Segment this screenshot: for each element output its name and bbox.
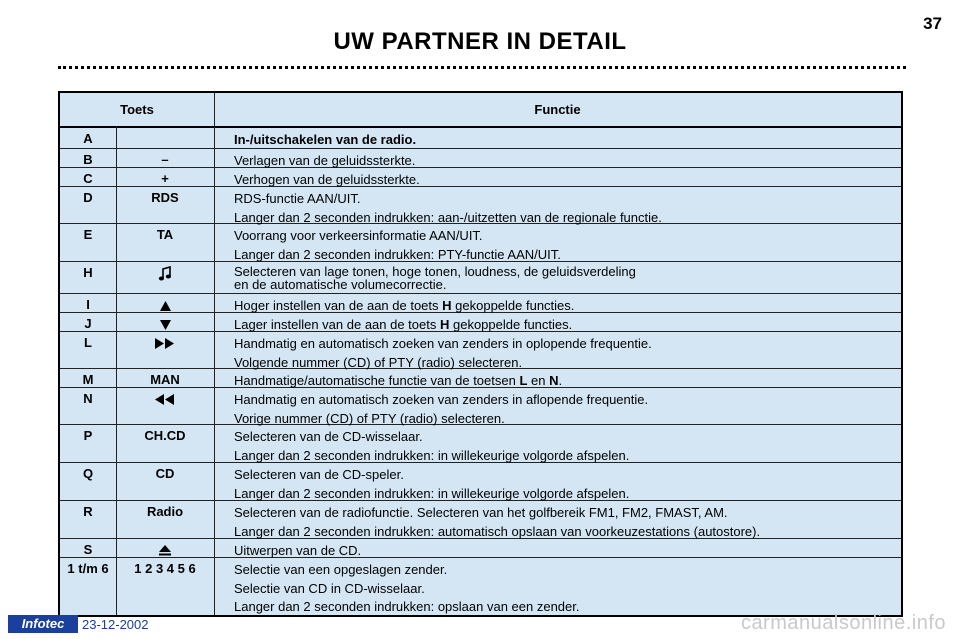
row-function xyxy=(234,190,895,227)
row-function xyxy=(234,391,895,428)
row-letter: Q xyxy=(82,466,94,481)
function-line: In-/uitschakelen van de radio. xyxy=(234,132,417,147)
function-line: en de automatische volumecorrectie. xyxy=(234,277,447,292)
row-key: + xyxy=(161,171,169,186)
footer-date: 23-12-2002 xyxy=(82,617,149,632)
table-row xyxy=(60,369,901,388)
row-letter: M xyxy=(82,372,94,387)
row-key xyxy=(116,335,214,350)
table-row xyxy=(60,187,901,224)
table-row xyxy=(60,168,901,187)
row-key: TA xyxy=(156,227,174,242)
function-line: Langer dan 2 seconden indrukken: in willekeurige volgorde afspelen. xyxy=(234,485,630,501)
rewind-icon xyxy=(155,394,175,405)
row-function xyxy=(234,227,895,264)
function-line: Volgende nummer (CD) of PTY (radio) selecteren. xyxy=(234,354,523,370)
row-function xyxy=(234,428,895,465)
function-line: Selecteren van lage tonen, hoge tonen, loudness, de geluidsverdeling xyxy=(234,264,636,279)
row-function xyxy=(234,561,895,617)
table-row xyxy=(60,313,901,332)
function-line: Uitwerpen van de CD. xyxy=(234,543,362,558)
table-row xyxy=(60,294,901,313)
row-letter: J xyxy=(84,316,92,331)
table-row xyxy=(60,463,901,501)
page-title: UW PARTNER IN DETAIL xyxy=(333,28,627,55)
row-key xyxy=(116,542,214,557)
function-line: Langer dan 2 seconden indrukken: automatisch opslaan van voorkeuzestations (autostore). xyxy=(234,523,761,539)
row-letter: P xyxy=(83,428,93,443)
row-key xyxy=(116,265,214,282)
function-line: RDS-functie AAN/UIT. xyxy=(234,191,361,206)
table-row xyxy=(60,128,901,149)
header-functie: Functie xyxy=(534,102,581,117)
row-letter: S xyxy=(83,542,93,557)
table-row xyxy=(60,262,901,294)
header-toets: Toets xyxy=(120,102,154,117)
row-key: – xyxy=(161,152,169,167)
music-note-icon xyxy=(158,266,172,282)
row-letter: E xyxy=(83,227,93,242)
watermark: carmanualsonline.info xyxy=(740,612,946,634)
function-line: Lager instellen van de aan de toets H gekoppelde functies. xyxy=(234,317,573,332)
row-function xyxy=(234,335,895,372)
row-letter: N xyxy=(83,391,93,406)
function-line: Verhogen van de geluidssterkte. xyxy=(234,172,420,187)
function-line: Selecteren van de CD-wisselaar. xyxy=(234,429,423,444)
table-row xyxy=(60,425,901,463)
function-line: Selectie van een opgeslagen zender. xyxy=(234,562,448,577)
function-line: Langer dan 2 seconden indrukken: aan-/uitzetten van de regionale functie. xyxy=(234,209,662,225)
row-function xyxy=(234,466,895,503)
row-letter: 1 t/m 6 xyxy=(67,561,109,576)
row-letter: L xyxy=(84,335,92,350)
row-key: 1 2 3 4 5 6 xyxy=(134,561,196,576)
function-line: Hoger instellen van de aan de toets H gekoppelde functies. xyxy=(234,298,575,313)
row-letter: C xyxy=(83,171,93,186)
function-line: Voorrang voor verkeersinformatie AAN/UIT. xyxy=(234,228,483,243)
row-letter: I xyxy=(86,297,90,312)
function-line: Langer dan 2 seconden indrukken: PTY-functie AAN/UIT. xyxy=(234,246,561,262)
table-row xyxy=(60,388,901,425)
function-line: Handmatig en automatisch zoeken van zenders in oplopende frequentie. xyxy=(234,336,652,351)
triangle-down-icon xyxy=(160,320,171,330)
row-key xyxy=(116,297,214,312)
row-key xyxy=(116,316,214,331)
row-letter: A xyxy=(83,131,93,146)
row-key: CD xyxy=(155,466,175,481)
infotec-logo: Infotec xyxy=(8,615,78,633)
row-function xyxy=(234,504,895,541)
fast-forward-icon xyxy=(155,338,175,349)
function-line: Vorige nummer (CD) of PTY (radio) selecteren. xyxy=(234,410,505,426)
table-row xyxy=(60,149,901,168)
row-key: CH.CD xyxy=(144,428,186,443)
function-line: Selecteren van de CD-speler. xyxy=(234,467,404,482)
function-table xyxy=(58,91,903,617)
row-letter: R xyxy=(83,504,93,519)
function-line: Handmatig en automatisch zoeken van zenders in aflopende frequentie. xyxy=(234,392,649,407)
function-line: Langer dan 2 seconden indrukken: opslaan van een zender. xyxy=(234,599,580,614)
row-function xyxy=(234,131,895,150)
dotted-divider xyxy=(58,66,906,69)
table-row xyxy=(60,332,901,369)
function-line: Selectie van CD in CD-wisselaar. xyxy=(234,580,425,596)
triangle-up-icon xyxy=(160,301,171,311)
row-key: RDS xyxy=(151,190,179,205)
page-number: 37 xyxy=(923,14,942,33)
table-row xyxy=(60,539,901,558)
row-function xyxy=(234,265,895,291)
table-row xyxy=(60,224,901,262)
function-line: Handmatige/automatische functie van de toetsen L en N. xyxy=(234,373,563,388)
row-key: MAN xyxy=(150,372,180,387)
row-letter: H xyxy=(83,265,93,280)
function-line: Verlagen van de geluidssterkte. xyxy=(234,153,416,168)
row-letter: B xyxy=(83,152,93,167)
row-letter: D xyxy=(83,190,93,205)
table-row xyxy=(60,501,901,539)
table-header xyxy=(60,93,901,128)
row-key: Radio xyxy=(146,504,184,519)
function-line: Selecteren van de radiofunctie. Selecteren van het golfbereik FM1, FM2, FMAST, AM. xyxy=(234,505,728,520)
eject-icon xyxy=(159,545,171,556)
function-line: Langer dan 2 seconden indrukken: in willekeurige volgorde afspelen. xyxy=(234,447,630,463)
table-row xyxy=(60,558,901,615)
row-key xyxy=(116,391,214,406)
